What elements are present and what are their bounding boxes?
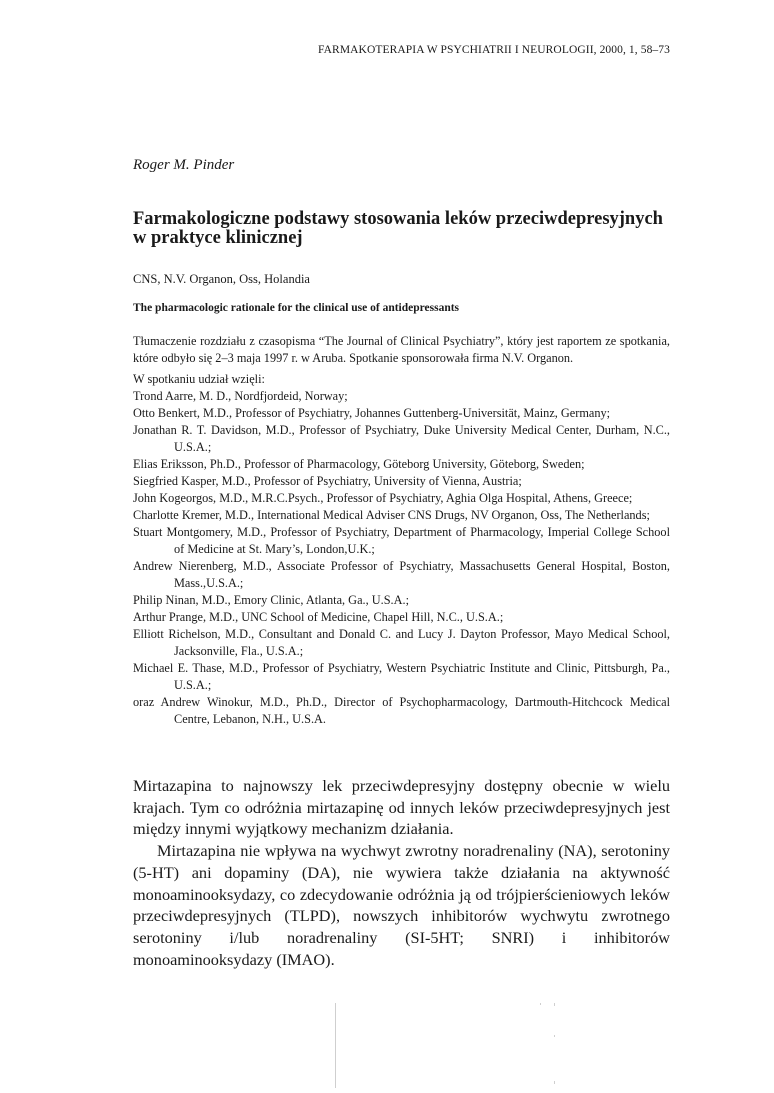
participants-list [133, 388, 670, 728]
participant-item: Stuart Montgomery, M.D., Professor of Psychiatry, Department of Pharmacology, Imperial College School of Medicine at St. Mary’s, London,U.K.; [133, 525, 670, 556]
body-text [133, 775, 670, 970]
participant-item: Otto Benkert, M.D., Professor of Psychiatry, Johannes Guttenberg-Universität, Mainz, Germany; [133, 406, 611, 420]
body-paragraph: Mirtazapina to najnowszy lek przeciwdepresyjny dostępny obecnie w wielu krajach. Tym co odróżnia mirtazapinę od innych leków przeciwdepresyjnych jest między innymi wyjątkowy mechanizm działania. [133, 776, 670, 839]
scan-artifact-dot [554, 1035, 555, 1037]
participant-item: Andrew Nierenberg, M.D., Associate Professor of Psychiatry, Massachusetts General Hospital, Boston, Mass.,U.S.A.; [133, 559, 670, 590]
participant-item: Elliott Richelson, M.D., Consultant and Donald C. and Lucy J. Dayton Professor, Mayo Medical School, Jacksonville, Fla., U.S.A.; [133, 627, 670, 658]
participant-item: Elias Eriksson, Ph.D., Professor of Pharmacology, Göteborg University, Göteborg, Sweden; [133, 457, 585, 471]
scan-artifact-line [335, 1003, 336, 1088]
participant-item: Philip Ninan, M.D., Emory Clinic, Atlanta, Ga., U.S.A.; [133, 593, 409, 607]
scan-artifact-dot [554, 1081, 555, 1084]
participant-item: Jonathan R. T. Davidson, M.D., Professor of Psychiatry, Duke University Medical Center, Durham, N.C., U.S.A.; [133, 423, 670, 454]
author-name: Roger M. Pinder [133, 157, 235, 173]
participant-item: John Kogeorgos, M.D., M.R.C.Psych., Professor of Psychiatry, Aghia Olga Hospital, Athens, Greece; [133, 491, 633, 505]
scan-artifact-dot [540, 1003, 541, 1005]
participant-item: Charlotte Kremer, M.D., International Medical Adviser CNS Drugs, NV Organon, Oss, The Netherlands; [133, 508, 650, 522]
english-title: The pharmacologic rationale for the clinical use of antidepressants [133, 302, 460, 314]
body-paragraph: Mirtazapina nie wpływa na wychwyt zwrotny noradrenaliny (NA), serotoniny (5-HT) ani dopaminy (DA), nie wywiera także działania na aktywność monoaminooksydazy, co zdecydowanie odróżnia ją od trójpierścieniowych leków przeciwdepresyjnych (TLPD), nowszych inhibitorów wychwytu zwrotnego serotoniny i/lub noradrenaliny (SI-5HT; SNRI) i inhibitorów monoaminooksydazy (IMAO). [133, 841, 670, 969]
translation-note: Tłumaczenie rozdziału z czasopisma “The Journal of Clinical Psychiatry”, który jest raportem ze spotkania, które odbyło się 2–3 maja 1997 r. w Aruba. Spotkanie sponsorowała firma N.V. Organon. [133, 334, 670, 365]
participant-item: Arthur Prange, M.D., UNC School of Medicine, Chapel Hill, N.C., U.S.A.; [133, 610, 504, 624]
participant-item: Michael E. Thase, M.D., Professor of Psychiatry, Western Psychiatric Institute and Clinic, Pittsburgh, Pa., U.S.A.; [133, 661, 670, 692]
scan-artifact-dot [554, 1003, 555, 1006]
participant-item: Trond Aarre, M. D., Nordfjordeid, Norway; [133, 389, 348, 403]
front-matter [133, 333, 670, 728]
participant-item: oraz Andrew Winokur, M.D., Ph.D., Director of Psychopharmacology, Dartmouth-Hitchcock Medical Centre, Lebanon, N.H., U.S.A. [133, 695, 670, 726]
running-head: FARMAKOTERAPIA W PSYCHIATRII I NEUROLOGII, 2000, 1, 58–73 [318, 44, 670, 56]
affiliation: CNS, N.V. Organon, Oss, Holandia [133, 272, 310, 286]
participant-item: Siegfried Kasper, M.D., Professor of Psychiatry, University of Vienna, Austria; [133, 474, 522, 488]
article-title: Farmakologiczne podstawy stosowania leków przeciwdepresyjnych w praktyce klinicznej [133, 209, 663, 248]
participants-label: W spotkaniu udział wzięli: [133, 372, 265, 386]
